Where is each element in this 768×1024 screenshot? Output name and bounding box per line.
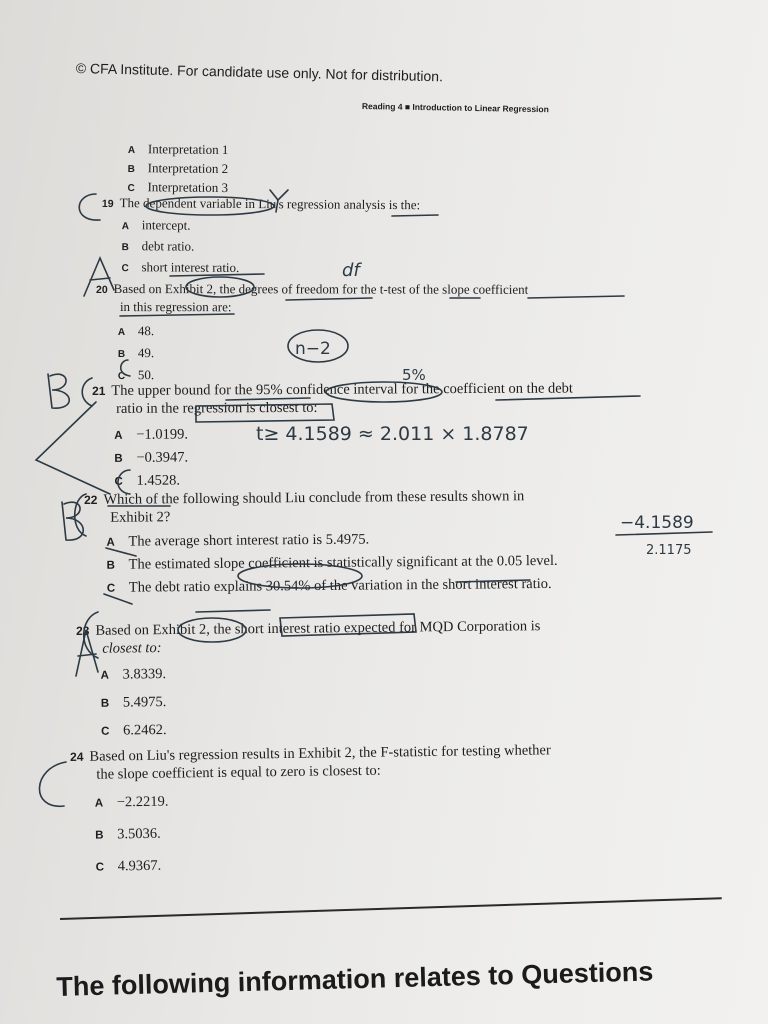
note-5-percent: 5% [402, 366, 426, 384]
option-letter: B [127, 163, 135, 176]
option-letter: A [127, 144, 136, 157]
underline-analysis [392, 215, 438, 216]
connector-line [36, 402, 110, 494]
option-letter: C [101, 725, 110, 738]
option-text: −2.2219. [116, 793, 169, 811]
answer-mark-q23 [76, 630, 98, 676]
answer-mark-q24 [39, 762, 66, 806]
question-number: 20 [95, 284, 108, 297]
option-letter: A [114, 429, 123, 442]
question-text: closest to: [102, 640, 162, 657]
circle-slope-coefficient [238, 564, 362, 588]
option-text: 3.8339. [122, 666, 167, 683]
question-text: the slope coefficient is equal to zero is closest to: [96, 762, 381, 783]
note-numerator: −4.1589 [620, 513, 694, 533]
option-text: −1.0199. [136, 426, 189, 443]
option-letter: C [127, 182, 135, 195]
option-text: The debt ratio explains 30.54% of the variation in the short interest ratio. [128, 575, 552, 596]
circle-exhibit-2-q23 [178, 618, 246, 642]
option-letter: A [106, 536, 115, 549]
question-number: 21 [92, 383, 106, 398]
question-text: The dependent variable in Liu's regression analysis is the: [119, 195, 421, 213]
note-denominator: 2.1175 [646, 543, 692, 558]
option-text: Interpretation 3 [147, 179, 229, 196]
circle-option-c-q20 [121, 360, 130, 376]
question-text: Based on Exhibit 2, the degrees of freedom for the t-test of the slope coefficient [113, 281, 529, 297]
option-letter: A [121, 221, 130, 233]
option-letter: B [95, 829, 104, 842]
option-letter: C [114, 475, 123, 488]
question-text: Which of the following should Liu conclude from these results shown in [103, 488, 525, 508]
underline-significant [456, 580, 530, 582]
question-text: Based on Exhibit 2, the short interest ratio expected for MQD Corporation is [95, 618, 541, 639]
underline-slope-coefficient [528, 296, 624, 298]
note-df: df [342, 260, 360, 281]
copyright-line: © CFA Institute. For candidate use only. Not for distribution. [75, 60, 444, 85]
question-text: Exhibit 2? [110, 509, 171, 526]
option-text: 4.9367. [117, 857, 162, 875]
option-letter: B [100, 697, 110, 710]
option-text: intercept. [141, 217, 191, 233]
option-text: The average short interest ratio is 5.4975. [128, 531, 370, 550]
option-letter: A [117, 327, 126, 339]
question-number: 24 [70, 749, 84, 764]
option-letter: C [95, 861, 105, 874]
underline-short-interest [170, 274, 264, 276]
answer-mark-q21 [48, 374, 69, 408]
question-text: Based on Liu's regression results in Exhibit 2, the F-statistic for testing whether [89, 742, 551, 765]
option-text: 1.4528. [136, 472, 181, 489]
option-letter: B [106, 559, 116, 572]
option-letter: B [121, 242, 129, 254]
circle-confidence-interval [326, 382, 442, 402]
option-letter: B [117, 349, 126, 361]
option-letter: C [117, 371, 126, 383]
option-text: 48. [137, 323, 155, 339]
option-letter: C [121, 263, 129, 275]
strike-option-c [104, 594, 132, 604]
next-section-heading: The following information relates to Questions [56, 956, 654, 1002]
underline-degrees-freedom [286, 298, 372, 300]
circle-exhibit-2-q20 [186, 277, 254, 297]
option-text: 5.4975. [122, 694, 167, 711]
circle-option-c-q21 [118, 470, 130, 494]
option-letter: A [94, 797, 104, 810]
strike-option-a [106, 548, 136, 556]
option-text: 3.5036. [117, 825, 161, 843]
question-number: 19 [101, 197, 114, 211]
box-short-interest-ratio [280, 614, 416, 636]
bracket-q23 [84, 612, 98, 658]
option-text: short interest ratio. [141, 259, 240, 275]
question-text: in this regression are: [119, 299, 232, 315]
question-text: ratio in the regression is closest to: [116, 399, 318, 417]
option-text: Interpretation 2 [147, 160, 229, 177]
option-text: 49. [137, 345, 155, 361]
option-text: debt ratio. [141, 238, 195, 254]
option-text: 6.2462. [123, 722, 167, 739]
option-letter: C [106, 582, 116, 595]
option-text: The estimated slope coefficient is statistically significant at the 0.05 level. [128, 552, 558, 573]
bracket-q21 [82, 378, 92, 406]
circle-dependent-variable [146, 197, 274, 215]
question-number: 22 [84, 492, 98, 507]
option-text: Interpretation 1 [147, 141, 229, 158]
answer-mark-q19 [79, 194, 100, 220]
underline-in-this-regression [120, 314, 234, 316]
reading-title: Reading 4 ■ Introduction to Linear Regression [361, 101, 549, 115]
answer-mark-q22 [62, 502, 83, 540]
note-n-minus-2: n−2 [295, 339, 331, 359]
note-t-calc: t≥ 4.1589 ≈ 2.011 × 1.8787 [256, 423, 529, 445]
option-letter: B [114, 452, 123, 465]
question-number: 23 [76, 623, 90, 638]
underline-coefficient-debt [496, 396, 640, 400]
underline-upper-bound [226, 398, 310, 400]
option-text: −0.3947. [136, 449, 189, 466]
underline-debt-ratio [196, 610, 270, 612]
box-regression-is-closest [196, 404, 334, 422]
option-text: 50. [137, 367, 155, 383]
option-letter: A [100, 669, 109, 682]
answer-mark-q20 [84, 258, 114, 296]
question-text: The upper bound for the 95% confidence interval for the coefficient on the debt [111, 380, 573, 399]
